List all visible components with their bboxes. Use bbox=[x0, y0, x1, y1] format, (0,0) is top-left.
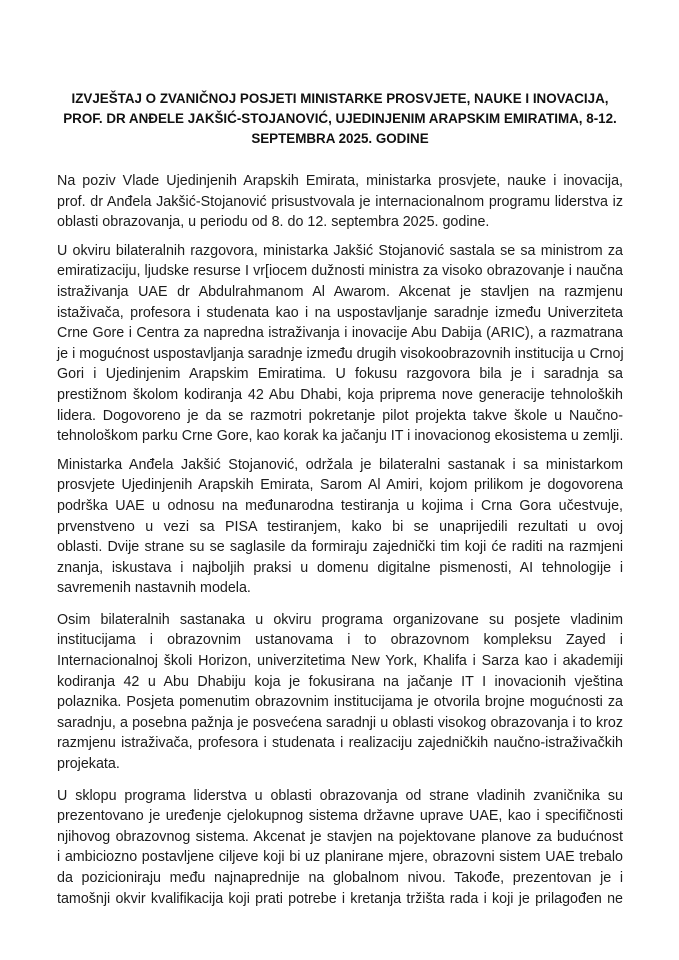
paragraph-meeting-minister bbox=[57, 455, 623, 599]
text-line: znanja, iskustava i najboljih praksi u domenu digitalne pismenosti, AI tehnologije i bbox=[57, 559, 623, 576]
text-line: prestižnom školom kodiranja 42 Abu Dhabi, koja priprema nove generacije tehnoloških bbox=[57, 386, 623, 403]
text-line: lidera. Dogovoreno je da se razmotri pokretanje pilot projekta takve škole u Naučno- bbox=[57, 407, 623, 424]
text-line: kodiranja 42 u Abu Dhabiju koja je fokusirana na jačanje IT I inovacionih vještina bbox=[57, 673, 623, 690]
paragraph-institution-visits bbox=[57, 610, 623, 775]
text-line: prezentovano je uređenje cjelokupnog sistema državne uprave UAE, kao i specifičnosti bbox=[57, 808, 623, 825]
text-line: Na poziv Vlade Ujedinjenih Arapskih Emirata, ministarka prosvjete, nauke i inovacija, bbox=[57, 173, 623, 189]
text-line: savremenih nastavnih modela. bbox=[57, 580, 251, 597]
text-line: Osim bilateralnih sastanaka u okviru programa organizovane su posjete vladinim bbox=[57, 611, 623, 628]
text-line: Crne Gore i Centra za napredna istraživanja i inovacije Abu Dabija (ARIC), a razmatrana bbox=[57, 325, 623, 342]
text-line: Ministarka Anđela Jakšić Stojanović, održala je bilateralni sastanak i sa ministarkom bbox=[57, 456, 623, 473]
title-line: PROF. DR ANĐELE JAKŠIĆ-STOJANOVIĆ, UJEDINJENIM ARAPSKIM EMIRATIMA, 8-12. bbox=[63, 111, 617, 126]
text-line: podrška UAE u odnosu na međunarodna testiranja u kojima i Crna Gora učestvuje, bbox=[57, 497, 623, 514]
text-line: prosvjete Ujedinjenih Arapskih Emirata, Sarom Al Amiri, kojom prilikom je dogovorena bbox=[57, 477, 623, 494]
text-line: istaživača, profesora i studenata kao i na uspostavljanje saradnje između Univerziteta bbox=[57, 304, 623, 321]
paragraph-invitation bbox=[57, 171, 623, 233]
text-line: projekata. bbox=[57, 756, 120, 773]
text-line: saradnju, a posebna pažnja je posvećena saradnji u oblasti visokog obrazovanja i to kroz bbox=[57, 714, 623, 731]
text-line: U okviru bilateralnih razgovora, ministarka Jakšić Stojanović sastala se sa ministrom za bbox=[57, 242, 623, 259]
text-line: njihovog obrazovnog sistema. Akcenat je stavjen na pojektovane planove za budućnost bbox=[57, 828, 623, 845]
text-line: Gori i Ujedinjenim Arapskim Emiratima. U fokusu razgovora bila je i saradnja sa bbox=[57, 366, 623, 383]
report-body bbox=[57, 171, 623, 917]
text-line: tehnološkom parku Crne Gore, kao korak ka jačanju IT i inovacionog ekosistema u zemlji. bbox=[57, 428, 624, 445]
text-line: prof. dr Anđela Jakšić-Stojanović prisustvovala je internacionalnom programu liderstva iz bbox=[57, 193, 623, 210]
text-line: da pozicioniraju među najnaprednije na globalnom nivou. Takođe, prezentovan je i bbox=[57, 870, 623, 886]
text-line: institucijama i obrazovnim ustanovama i to obrazovnom kompleksu Zayed i bbox=[57, 632, 623, 649]
text-line: U sklopu programa liderstva u oblasti obrazovanja od strane vladinih zvaničnika su bbox=[57, 787, 623, 804]
title-line: SEPTEMBRA 2025. GODINE bbox=[251, 131, 429, 146]
text-line: i ambiciozno postavljene ciljeve koji bi uz planirane mjere, obrazovni sistem UAE trebalo bbox=[57, 849, 623, 866]
text-line: razmjenu istraživača, profesora i studenata i realizaciju zajedničkih naučno-istraživačkih bbox=[57, 735, 623, 752]
report-title bbox=[40, 89, 640, 149]
text-line: oblasti. Dvije strane su se saglasile da formiraju zajednički tim koji će raditi na razmjeni bbox=[57, 539, 623, 556]
text-line: polaznika. Posjeta pomenutim obrazovnim institucijama je otvorila brojne mogućnosti za bbox=[57, 694, 623, 711]
text-line: oblasti obrazovanja, u periodu od 8. do 12. septembra 2025. godine. bbox=[57, 214, 490, 231]
paragraph-bilateral-talks bbox=[57, 241, 623, 447]
text-line: je i mogućnost uspostavljanja saradnje između drugih visokoobrazovnih institucija u Crnoj bbox=[57, 345, 624, 362]
paragraph-leadership-program bbox=[57, 786, 623, 910]
text-line: Internacionalnoj školi Horizon, univerzitetima New York, Khalifa i Sarza kao i akademiji bbox=[57, 653, 623, 670]
text-line: emiratizaciju, ljudske resurse I vr[iocem dužnosti ministra za visoko obrazovanje i naučna bbox=[57, 263, 623, 280]
text-line: prvenstveno u vezi sa PISA testiranjem, kako bi se unaprijedili rezultati u ovoj bbox=[57, 518, 623, 535]
text-line: tamošnji okvir kvalifikacija koji prati potrebe i kretanja tržišta rada i koji je prilagođen ne bbox=[57, 890, 623, 907]
text-line: istraživanja UAE dr Abdulrahmanom Al Awarom. Akcenat je stavljen na razmjenu bbox=[57, 283, 623, 300]
title-line: IZVJEŠTAJ O ZVANIČNOJ POSJETI MINISTARKE PROSVJETE, NAUKE I INOVACIJA, bbox=[71, 91, 609, 106]
